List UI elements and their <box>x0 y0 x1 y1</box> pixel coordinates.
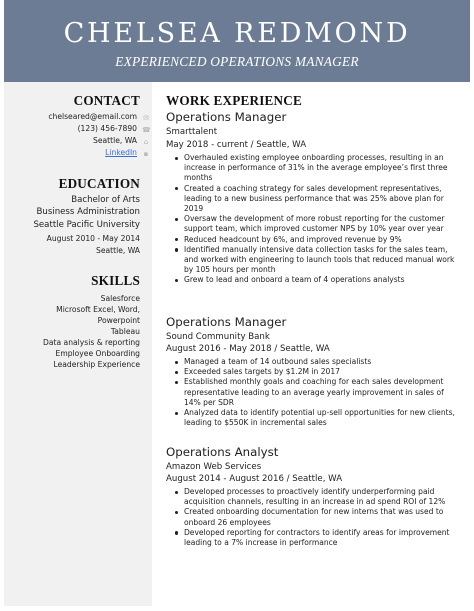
job-bullets <box>174 357 459 428</box>
job-company: Amazon Web Services <box>166 462 262 472</box>
linkedin-icon: ▪ <box>143 150 149 158</box>
job-bullets <box>174 487 459 548</box>
skill-item: Leadership Experience <box>53 360 140 369</box>
bullet-item: Analyzed data to identify potential up-sell opportunities for new clients, leading to $550K in incremental sales <box>174 408 459 428</box>
candidate-name: CHELSEA REDMOND <box>63 18 411 49</box>
job-company: Sound Community Bank <box>166 332 270 342</box>
resume-header <box>4 0 470 82</box>
skill-item: Tableau <box>110 327 140 336</box>
work-experience-heading: WORK EXPERIENCE <box>166 93 302 108</box>
linkedin-link[interactable]: LinkedIn <box>105 148 137 157</box>
bullet-item: Identified manually intensive data collection tasks for the sales team, and worked with engineering to launch tools that reduced manual work by 105 hours per month <box>174 245 459 276</box>
bullet-item: Created onboarding documentation for new interns that was used to onboard 26 employees <box>174 507 459 527</box>
job-dates: August 2016 - May 2018 / Seattle, WA <box>166 344 330 354</box>
skill-item: Data analysis & reporting <box>43 338 140 347</box>
job-bullets <box>174 153 459 286</box>
job-title: Operations Manager <box>166 110 287 124</box>
skill-item: Salesforce <box>100 294 140 303</box>
contact-email-row <box>48 111 150 122</box>
contact-phone-row <box>78 123 150 134</box>
contact-heading: CONTACT <box>73 93 140 108</box>
bullet-item: Developed processes to proactively identify underperforming paid acquisition channels, resulting in an increase in ad spend ROI of 12% <box>174 487 459 507</box>
bullet-item: Created a coaching strategy for sales development representatives, leading to a new business performance that was 25% above plan for 2019 <box>174 184 459 215</box>
education-heading: EDUCATION <box>58 176 140 191</box>
contact-linkedin-row <box>105 147 150 158</box>
bullet-item: Oversaw the development of more robust reporting for the customer support team, which improved customer NPS by 10% year over year <box>174 214 459 234</box>
job-company: Smarttalent <box>166 127 218 137</box>
home-icon: ⌂ <box>143 138 149 146</box>
skills-heading: SKILLS <box>91 273 140 288</box>
candidate-title: EXPERIENCED OPERATIONS MANAGER <box>115 54 359 69</box>
education-location: Seattle, WA <box>96 246 140 255</box>
bullet-item: Grew to lead and onboard a team of 4 operations analysts <box>174 275 459 285</box>
education-major: Business Administration <box>36 207 140 217</box>
contact-location: Seattle, WA <box>93 136 137 145</box>
bullet-item: Reduced headcount by 6%, and improved revenue by 9% <box>174 235 459 245</box>
skill-item: Employee Onboarding <box>55 349 140 358</box>
education-dates: August 2010 - May 2014 <box>46 234 140 243</box>
bullet-item: Overhauled existing employee onboarding processes, resulting in an increase in performance of 31% in the average employee’s first three months <box>174 153 459 184</box>
sidebar <box>4 82 152 606</box>
job-dates: May 2018 - current / Seattle, WA <box>166 140 307 150</box>
bullet-item: Exceeded sales targets by $1.2M in 2017 <box>174 367 459 377</box>
skill-item: Microsoft Excel, Word, <box>56 305 140 314</box>
envelope-icon: ✉ <box>143 114 149 122</box>
job-title: Operations Analyst <box>166 445 279 459</box>
contact-email[interactable]: chelseared@email.com <box>48 112 137 121</box>
education-degree: Bachelor of Arts <box>71 195 140 205</box>
contact-location-row <box>93 135 150 146</box>
job-title: Operations Manager <box>166 315 287 329</box>
contact-phone: (123) 456-7890 <box>77 124 137 133</box>
job-dates: August 2014 - August 2016 / Seattle, WA <box>166 474 343 484</box>
bullet-item: Developed reporting for contractors to identify areas for improvement leading to a 7% increase in performance <box>174 528 459 548</box>
bullet-item: Established monthly goals and coaching for each sales development representative leading to an average yearly improvement in sales of 14% per SDR <box>174 377 459 408</box>
education-school: Seattle Pacific University <box>33 220 140 230</box>
phone-icon: ☎ <box>142 126 151 134</box>
bullet-item: Managed a team of 14 outbound sales specialists <box>174 357 459 367</box>
skill-item: Powerpoint <box>97 316 140 325</box>
